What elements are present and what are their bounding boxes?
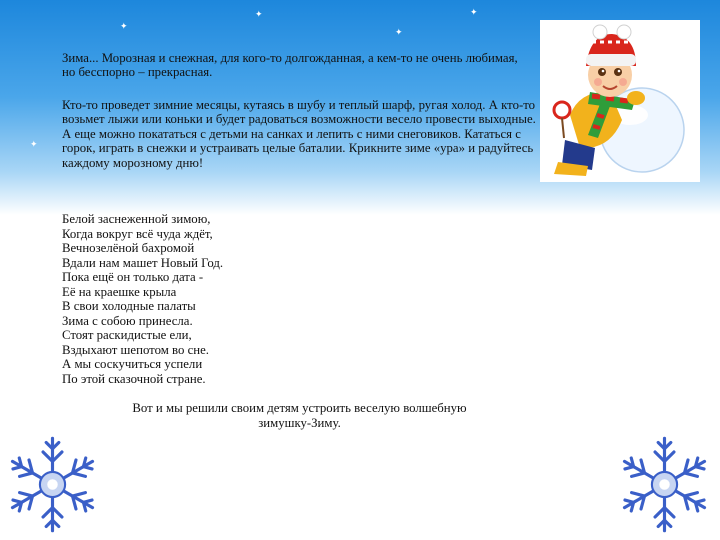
- intro-paragraph-1: Зима... Морозная и снежная, для кого-то долгожданная, а кем-то не очень любимая, но бесспорно – прекрасная.: [62, 51, 518, 80]
- snowflake-icon: [0, 432, 105, 537]
- poem-line: По этой сказочной стране.: [62, 371, 206, 386]
- poem-line: Зима с собою принесла.: [62, 313, 193, 328]
- sparkle-icon: ✦: [470, 7, 478, 17]
- sparkle-icon: ✦: [395, 27, 403, 37]
- poem-line: Вечнозелёной бахромой: [62, 241, 195, 255]
- poem-line: А мы соскучиться успели: [62, 357, 203, 371]
- poem-line: Пока ещё он только дата -: [62, 270, 204, 284]
- closing-line-2: зимушку-Зиму.: [258, 415, 341, 430]
- poem-line: Вздыхают шепотом во сне.: [62, 342, 210, 357]
- intro-paragraph-2: Кто-то проведет зимние месяцы, кутаясь в шубу и теплый шарф, ругая холод. А кто-то возьмет лыжи или коньки и будет радоваться возможности весело провести выходные. А еще можно покататься с детьми на санках и лепить с ними снеговиков. Кататься с горок, играть в снежки и устраивать целые баталии. Крикните зиме «ура» и радуйтесь каждому морозному дню!: [62, 98, 536, 170]
- poem-line: В свои холодные палаты: [62, 299, 196, 313]
- closing-line-1: Вот и мы решили своим детям устроить веселую волшебную: [132, 401, 467, 415]
- poem-line: Стоят раскидистые ели,: [62, 328, 192, 342]
- sparkle-icon: ✦: [30, 139, 38, 149]
- poem-line: Вдали нам машет Новый Год.: [62, 255, 224, 270]
- closing-text: [62, 401, 537, 430]
- snowflake-icon: [612, 432, 717, 537]
- poem-line: Когда вокруг всё чуда ждёт,: [62, 226, 213, 241]
- sparkle-icon: ✦: [255, 9, 263, 19]
- poem-line: Белой заснеженной зимою,: [62, 212, 211, 226]
- child-with-snowball-illustration: [540, 20, 700, 182]
- poem-line: Её на краешке крыла: [62, 284, 177, 299]
- poem: [62, 212, 512, 386]
- sparkle-icon: ✦: [120, 21, 128, 31]
